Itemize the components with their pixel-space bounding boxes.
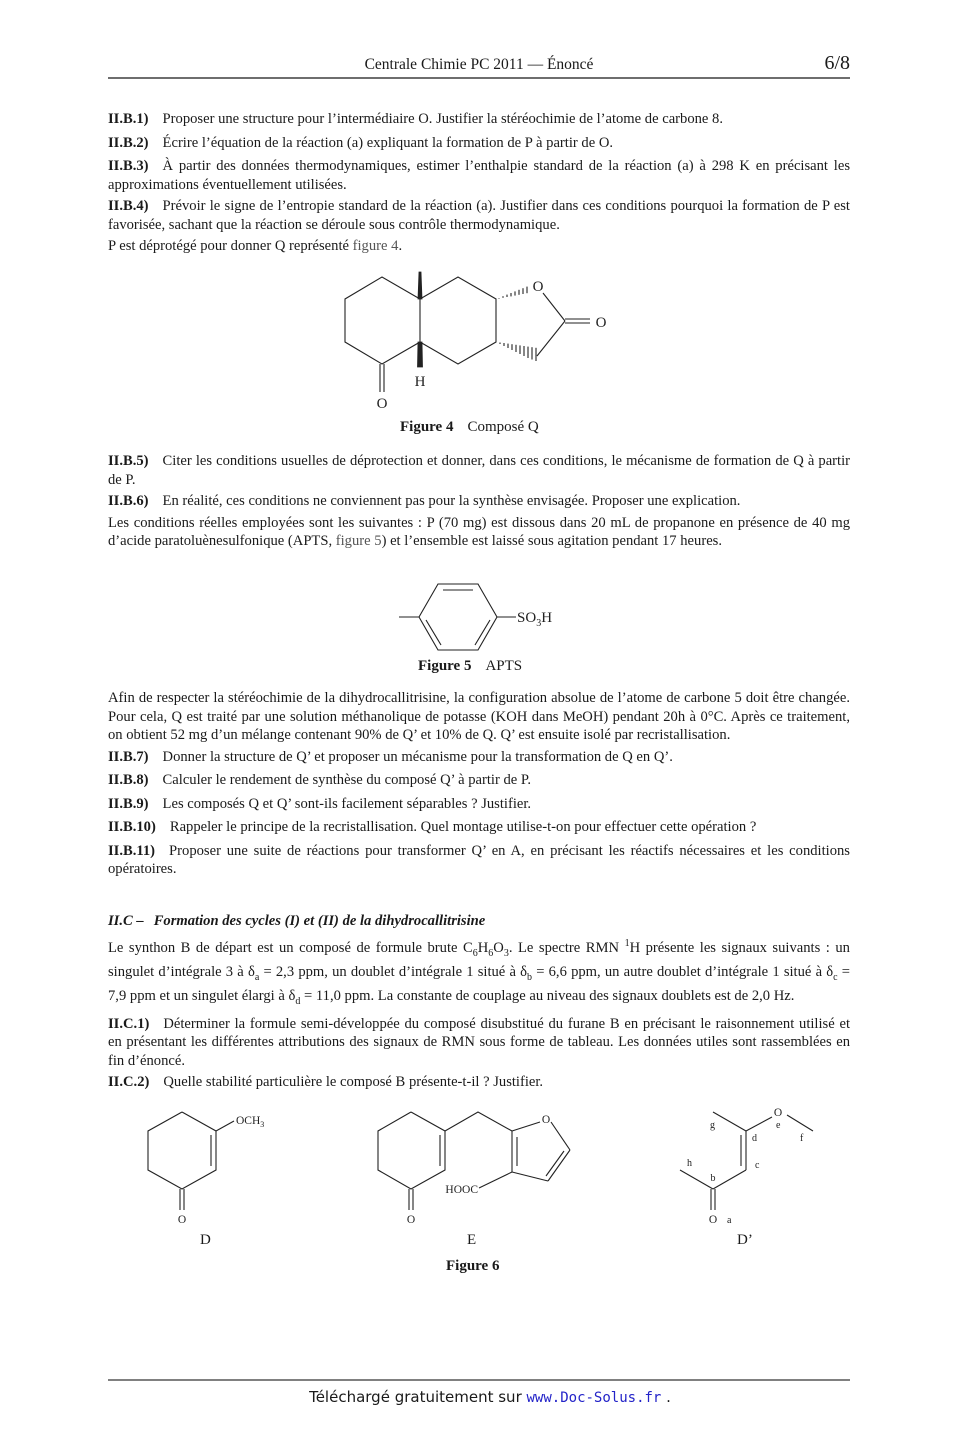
compound-d-structure (148, 1112, 264, 1226)
figure-label: Figure 5 (418, 658, 472, 674)
compound-q-structure (345, 272, 607, 412)
methylene-bridge (445, 1112, 512, 1131)
section-number: II.C – (108, 913, 144, 929)
furan-c2-o (512, 1122, 540, 1131)
hashed-bond-o (499, 287, 527, 299)
o-f-bond (787, 1115, 813, 1131)
site-label-c: c (755, 1160, 760, 1171)
figure-4-caption (400, 419, 539, 436)
question-label: II.B.6) (108, 493, 149, 509)
ether-oxygen-label: O (773, 1107, 783, 1119)
furan-c4-c3 (512, 1172, 548, 1181)
doc-solus-link[interactable]: www.Doc-Solus.fr (526, 1390, 662, 1406)
question-item (108, 818, 850, 837)
questions-b5-b6 (108, 452, 850, 551)
section-c (108, 912, 850, 1092)
question-label: II.B.7) (108, 748, 149, 765)
paragraph-conditions (108, 514, 850, 551)
question-text: Écrire l’équation de la réaction (a) expliquant la formation de P à partir de O. (162, 134, 614, 151)
footer-rule (108, 1379, 850, 1381)
question-label: II.C.1) (108, 1015, 150, 1032)
page-number: 6/8 (824, 52, 850, 74)
question-label: II.B.1) (108, 111, 149, 127)
site-label-e: e (776, 1120, 781, 1131)
compound-d-prime-structure (680, 1107, 813, 1226)
question-label: II.B.9) (108, 795, 149, 812)
ketone-oxygen-label: O (376, 396, 388, 412)
sulfonic-acid-label: $SO_3H$ (517, 610, 553, 629)
question-label: II.B.4) (108, 198, 149, 214)
compound-e-structure (378, 1112, 570, 1226)
question-label: II.B.11) (108, 842, 156, 859)
page-footer (0, 1388, 980, 1406)
ring-b (420, 277, 496, 364)
carboxyl-bond (479, 1172, 512, 1188)
question-item (108, 492, 850, 511)
question-text: À partir des données thermodynamiques, estimer l’enthalpie standard de la réaction (a) à 298 K en précisant les approximations éventuellement utilisées. (108, 158, 850, 193)
carbonyl-oxygen-label: O (708, 1214, 718, 1226)
question-item (108, 452, 850, 489)
question-item (108, 748, 850, 767)
figure-label: Figure 4 (400, 419, 454, 435)
question-text: Donner la structure de Q’ et proposer un mécanisme pour la transformation de Q en Q’. (162, 748, 673, 765)
lactone-o-c-bond (543, 293, 565, 321)
figure-5-link[interactable]: figure 5 (335, 533, 382, 549)
d-oxygen-label: O (177, 1214, 187, 1226)
paragraph-text: ) et l’ensemble est laissé sous agitation pendant 17 heures. (381, 533, 722, 549)
paragraph-text: . (398, 238, 403, 254)
figure-caption-text: APTS (485, 658, 523, 674)
furan-c5-c4-double (546, 1151, 564, 1176)
hashed-bond-ch2 (500, 343, 536, 362)
question-text: Proposer une suite de réactions pour transformer Q’ en A, en précisant les réactifs nécessaires et les conditions opératoires. (108, 842, 850, 877)
paragraph-text: Les conditions réelles employées sont les suivantes : P (70 mg) est dissous dans 20 mL de propanone en présence de 40 mg d’acide paratoluènesulfonique (APTS, (108, 514, 850, 549)
paragraph-synthon: Le synthon B de départ est un composé de formule brute $C_6H_6O_3$. Le spectre RMN $^1$H présente les signaux suivants : un singulet d’intégrale 3 à $\delta_a = 2,3$ ppm, un doublet d’intégrale 1 situé à $\delta_b = 6,6$ ppm, un autre doublet d’intégrale 1 situé à $\delta_c = 7,9$ ppm et un singulet élargi à $\delta_d = 11,0$ ppm. La constante de couplage au niveau des signaux doublets est de 2,0 Hz. (108, 937, 850, 1008)
header-title: Centrale Chimie PC 2011 — Énoncé (364, 56, 594, 73)
g-methyl-bond (713, 1112, 746, 1131)
lactone-c-ch2-bond (537, 321, 565, 356)
section-title: Formation des cycles (I) et (II) de la dihydrocallitrisine (153, 913, 486, 929)
c-b-bond (710, 1170, 746, 1189)
question-text: Calculer le rendement de synthèse du composé Q’ à partir de P. (162, 772, 532, 788)
benzene-ring (419, 584, 497, 650)
section-heading (108, 912, 850, 931)
furan-oxygen-label: O (541, 1114, 551, 1126)
question-text: Les composés Q et Q’ sont-ils facilement séparables ? Justifier. (162, 795, 532, 812)
question-label: II.B.5) (108, 453, 149, 469)
compound-d-prime-label: D’ (737, 1232, 753, 1248)
figure-4-link[interactable]: figure 4 (352, 238, 399, 254)
footer-punctuation: . (661, 1388, 671, 1406)
question-text: Citer les conditions usuelles de déprotection et donner, dans ces conditions, le mécanisme de formation de Q à partir de P. (108, 453, 850, 488)
site-label-f: f (800, 1133, 804, 1144)
question-item (108, 771, 850, 790)
question-text: Rappeler le principe de la recristallisation. Quel montage utilise-t-on pour effectuer cette opération ? (169, 819, 757, 835)
question-label: II.B.3) (108, 158, 149, 174)
carbonyl-oxygen-label: O (595, 315, 607, 331)
figure-5-apts-structure (399, 584, 552, 650)
site-label-h: h (687, 1158, 692, 1169)
compound-d-label: D (200, 1232, 211, 1248)
figure-5-caption (418, 658, 522, 675)
question-label: II.C.2) (108, 1074, 150, 1091)
paragraph-stereochemistry: Afin de respecter la stéréochimie de la dihydrocallitrisine, la configuration absolue de l’atome de carbone 5 doit être changée. Pour cela, Q est traité par une solution méthanolique de potasse (KOH dans MeOH) pendant 20h à 0°C. Après ce traitement, on obtient 52 mg d’un mélange contenant 90% de Q’ et 10% de Q. Q’ est ensuite isolé par recristallisation. (108, 690, 850, 743)
furan-o-c5 (551, 1122, 570, 1150)
question-item (108, 1073, 850, 1092)
methyl-wedge (418, 272, 422, 299)
carboxyl-label: HOOC (445, 1184, 478, 1196)
question-text: Déterminer la formule semi-développée du composé disubstitué du furane B en précisant le raisonnement utilisé et en présentant les différentes attributions des signaux de RMN sous forme de tableau. Les données utiles sont rassemblées en fin d’énoncé. (108, 1015, 850, 1069)
figure-caption-text: Composé Q (467, 419, 539, 435)
ring-a (345, 277, 420, 364)
question-text: Prévoir le signe de l’entropie standard de la réaction (a). Justifier dans ces conditions pourquoi la formation de P est favorisée, sachant que la réaction se déroule sous contrôle thermodynamique. (108, 198, 850, 233)
ring-d (148, 1112, 216, 1189)
site-label-d: d (752, 1133, 757, 1144)
question-item (108, 1015, 850, 1071)
question-item (108, 842, 850, 879)
question-label: II.B.10) (108, 819, 156, 835)
ring-e (378, 1112, 445, 1189)
methoxy-bond (216, 1121, 234, 1131)
d-o-bond (746, 1117, 772, 1131)
site-label-b: b (710, 1173, 716, 1184)
question-text: En réalité, ces conditions ne conviennent pas pour la synthèse envisagée. Proposer une explication. (162, 493, 741, 509)
question-text: Quelle stabilité particulière le composé B présente-t-il ? Justifier. (163, 1074, 544, 1091)
site-label-a: a (727, 1215, 732, 1226)
h-methyl-bond (680, 1170, 713, 1189)
figure-6-caption: Figure 6 (446, 1258, 500, 1274)
footer-text: Téléchargé gratuitement sur (309, 1388, 527, 1406)
questions-b7-b11 (108, 689, 850, 879)
methoxy-label: $OCH_3$ (236, 1115, 265, 1129)
ring-oxygen-label: O (532, 279, 544, 295)
site-label-g: g (710, 1120, 715, 1131)
question-label: II.B.8) (108, 772, 149, 788)
question-label: II.B.2) (108, 134, 149, 151)
compound-e-label: E (467, 1232, 477, 1248)
furan-c5-c4 (548, 1150, 570, 1181)
h-wedge (418, 342, 423, 367)
h-atom-label: H (414, 374, 426, 390)
paragraph-text: P est déprotégé pour donner Q représenté (108, 238, 353, 254)
question-item (108, 795, 850, 814)
e-oxygen-label: O (406, 1214, 416, 1226)
question-text: Proposer une structure pour l’intermédiaire O. Justifier la stéréochimie de l’atome de carbone 8. (162, 111, 723, 127)
